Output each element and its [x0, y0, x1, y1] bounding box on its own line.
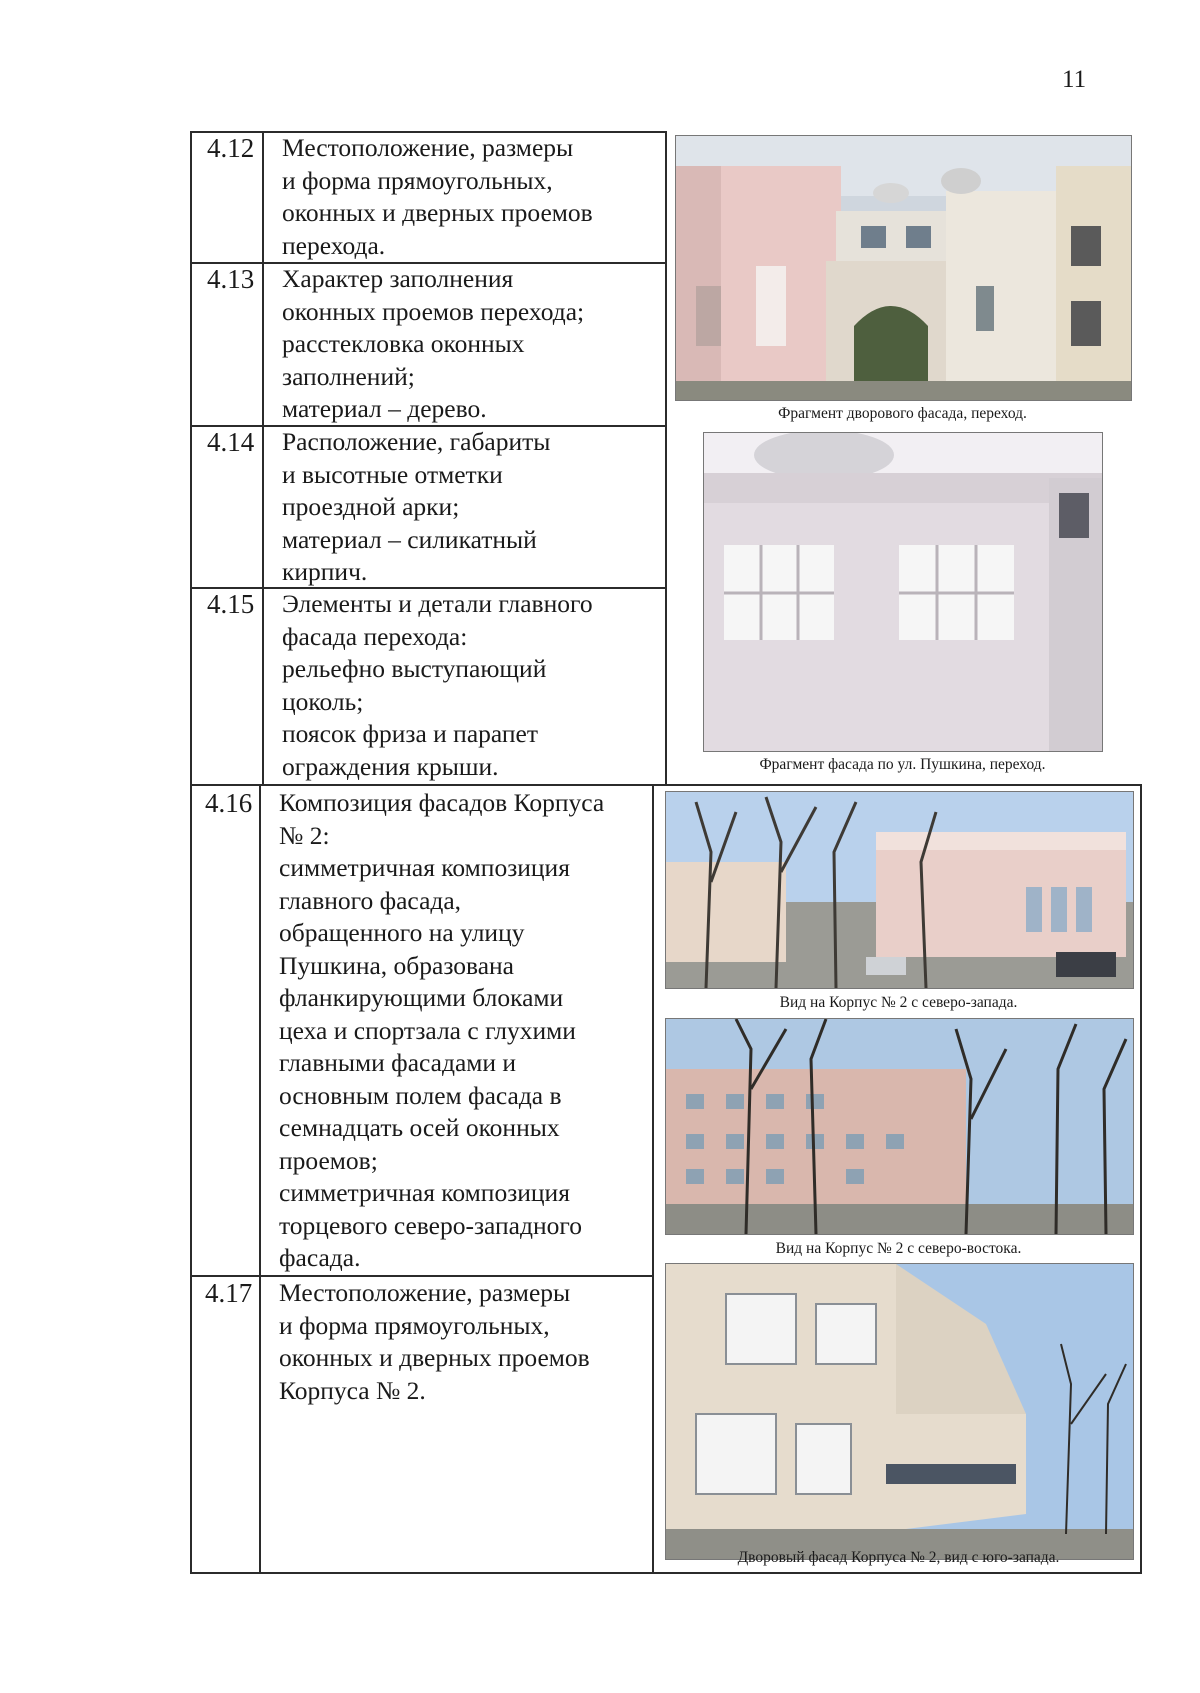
photo-view-northeast — [665, 1018, 1134, 1235]
row-number: 4.13 — [207, 264, 255, 294]
photo-caption: Фрагмент дворового фасада, переход. — [778, 405, 1027, 422]
number-column-divider-lower — [259, 785, 261, 1574]
row-text: Элементы и детали главного фасада перехода: рельефно выступающий цоколь; поясок фриза и парапет ограждения крыши. — [282, 589, 593, 781]
row-text: Расположение, габариты и высотные отметки проездной арки; материал – силикатный кирпич. — [282, 427, 551, 586]
page-number: 11 — [1062, 66, 1087, 93]
photo-caption: Вид на Корпус № 2 с северо-востока. — [775, 1240, 1022, 1257]
row-number: 4.15 — [207, 589, 255, 619]
row-text: Местоположение, размеры и форма прямоугольных, оконных и дверных проемов перехода. — [282, 133, 593, 260]
row-number: 4.12 — [207, 133, 255, 163]
row-number: 4.14 — [207, 427, 255, 457]
photo-courtyard-southwest — [665, 1263, 1134, 1560]
table-border-left — [190, 131, 192, 1574]
photo-street-facade — [703, 432, 1103, 752]
photo-column-divider-upper — [665, 131, 667, 786]
row-number: 4.16 — [205, 788, 253, 818]
photo-caption: Дворовый фасад Корпуса № 2, вид с юго-запада. — [737, 1549, 1060, 1566]
row-text: Композиция фасадов Корпуса № 2: симметричная композиция главного фасада, обращенного на улицу Пушкина, образована фланкирующими блоками цеха и спортзала с глухими главными фасадами и основным полем фасада в семнадцать осей оконных проемов; симметричная композиция торцевого северо-западного фасада. — [279, 788, 605, 1272]
table-border-right — [1140, 785, 1142, 1574]
table-border-bottom — [190, 1572, 1142, 1574]
row-number: 4.17 — [205, 1278, 253, 1308]
photo-caption: Вид на Корпус № 2 с северо-запада. — [779, 994, 1018, 1011]
photo-courtyard-facade — [675, 135, 1132, 401]
row-text: Характер заполнения оконных проемов перехода; расстекловка оконных заполнений; материал – дерево. — [282, 264, 585, 423]
photo-caption: Фрагмент фасада по ул. Пушкина, переход. — [759, 756, 1046, 773]
number-column-divider — [262, 131, 264, 786]
row-text: Местоположение, размеры и форма прямоугольных, оконных и дверных проемов Корпуса № 2. — [279, 1278, 590, 1405]
photo-view-northwest — [665, 791, 1134, 989]
row-divider — [190, 784, 1142, 786]
